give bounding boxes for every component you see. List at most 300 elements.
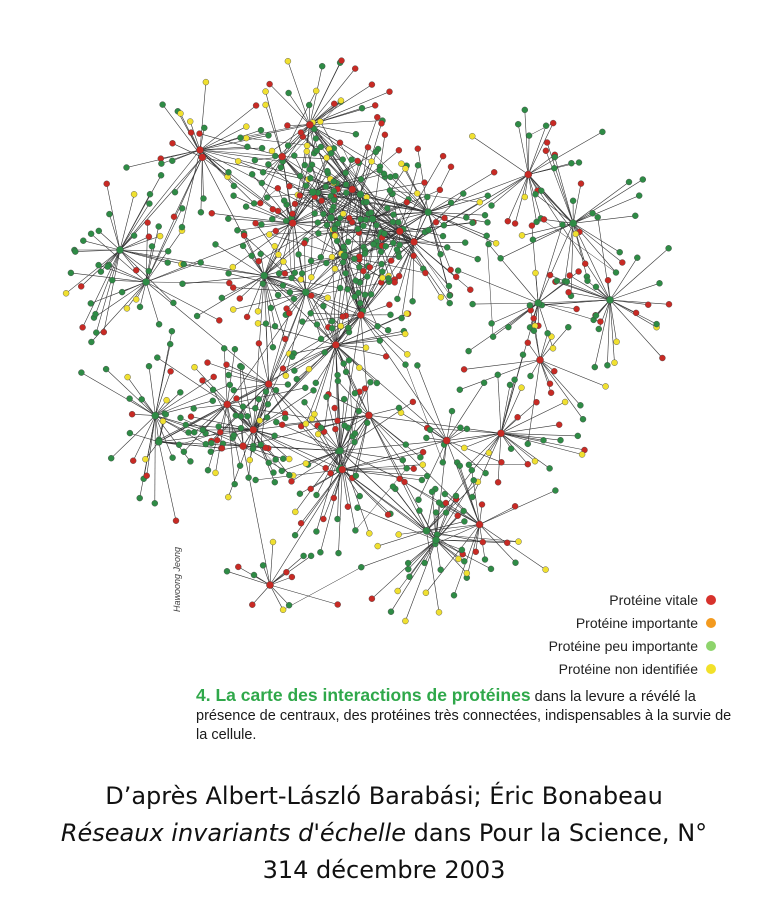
legend-dot-yellow	[706, 664, 716, 674]
protein-node	[493, 240, 499, 246]
protein-node	[530, 237, 536, 243]
protein-node	[296, 251, 302, 257]
protein-node	[481, 380, 487, 386]
protein-node	[283, 218, 289, 224]
protein-node	[155, 438, 162, 445]
network-edge	[540, 360, 551, 393]
protein-node	[144, 473, 150, 479]
network-edge	[336, 345, 386, 357]
protein-node	[308, 553, 314, 559]
protein-node	[411, 253, 417, 259]
network-edge	[588, 281, 611, 300]
protein-node	[400, 457, 406, 463]
protein-node	[312, 210, 318, 216]
legend-item-vital	[549, 588, 716, 611]
protein-node	[485, 193, 491, 199]
network-edge	[293, 223, 295, 273]
protein-node	[227, 382, 233, 388]
protein-node	[396, 147, 402, 153]
protein-node	[364, 274, 370, 280]
protein-node	[179, 224, 185, 230]
protein-node	[137, 495, 143, 501]
protein-node	[396, 405, 402, 411]
protein-node	[291, 296, 297, 302]
protein-node	[482, 212, 488, 218]
protein-node	[475, 256, 481, 262]
protein-node	[80, 324, 86, 330]
protein-node	[526, 133, 532, 139]
protein-node	[292, 509, 298, 515]
protein-node	[187, 458, 193, 464]
protein-node	[338, 98, 344, 104]
protein-node	[303, 461, 309, 467]
protein-node	[351, 256, 357, 262]
protein-node	[410, 399, 416, 405]
protein-node	[580, 416, 586, 422]
protein-node	[390, 219, 396, 225]
protein-node	[551, 368, 557, 374]
protein-node	[301, 553, 307, 559]
protein-node	[269, 216, 275, 222]
protein-node	[213, 470, 219, 476]
protein-node	[209, 210, 215, 216]
network-edge	[130, 433, 159, 442]
network-edge	[310, 69, 355, 125]
protein-node	[364, 199, 370, 205]
protein-node	[617, 249, 623, 255]
protein-node	[332, 226, 338, 232]
protein-node	[285, 58, 291, 64]
network-edge	[400, 231, 441, 297]
protein-node	[271, 470, 277, 476]
protein-node	[108, 455, 114, 461]
protein-node	[332, 426, 338, 432]
protein-node	[343, 182, 349, 188]
protein-node	[319, 63, 325, 69]
protein-node	[244, 314, 250, 320]
protein-node	[168, 368, 174, 374]
protein-node	[256, 258, 262, 264]
protein-node	[461, 508, 467, 514]
protein-node	[345, 504, 351, 510]
protein-node	[217, 429, 223, 435]
protein-node	[157, 233, 163, 239]
protein-node	[352, 66, 358, 72]
protein-node	[460, 191, 466, 197]
protein-node	[562, 399, 568, 405]
protein-node	[497, 430, 504, 437]
protein-node	[457, 387, 463, 393]
protein-node	[147, 191, 153, 197]
protein-node	[188, 414, 194, 420]
protein-node	[328, 150, 334, 156]
article-title: Réseaux invariants d'échelle	[60, 819, 406, 847]
source-issue: 314 décembre 2003	[262, 856, 506, 884]
protein-node	[429, 489, 435, 495]
protein-node	[410, 298, 416, 304]
protein-node	[332, 233, 338, 239]
protein-node	[343, 170, 349, 176]
protein-node	[367, 379, 373, 385]
protein-node	[345, 239, 351, 245]
protein-node	[178, 415, 184, 421]
protein-node	[419, 477, 425, 483]
protein-node	[416, 508, 422, 514]
protein-node	[554, 278, 560, 284]
protein-node	[529, 223, 535, 229]
network-edge	[528, 136, 529, 175]
protein-node	[186, 430, 192, 436]
network-edge	[528, 163, 571, 174]
protein-node	[513, 560, 519, 566]
protein-node	[253, 103, 259, 109]
protein-node	[382, 132, 388, 138]
protein-node	[396, 532, 402, 538]
protein-node	[438, 294, 444, 300]
protein-node	[317, 549, 323, 555]
protein-node	[404, 311, 410, 317]
protein-node	[345, 325, 351, 331]
protein-node	[167, 341, 173, 347]
protein-node	[461, 366, 467, 372]
protein-node	[315, 230, 321, 236]
protein-node	[411, 466, 417, 472]
network-edge	[469, 464, 528, 465]
protein-node	[453, 493, 459, 499]
protein-node	[377, 167, 383, 173]
protein-node	[355, 158, 361, 164]
protein-node	[283, 373, 289, 379]
protein-node	[270, 344, 276, 350]
protein-node	[315, 431, 321, 437]
protein-node	[164, 397, 170, 403]
protein-node	[266, 581, 273, 588]
network-edge	[200, 82, 206, 150]
protein-node	[250, 446, 256, 452]
protein-node	[415, 162, 421, 168]
protein-node	[243, 135, 249, 141]
network-edge	[202, 157, 203, 198]
legend-label: Protéine importante	[575, 614, 698, 631]
protein-node	[188, 130, 194, 136]
network-edge	[159, 442, 176, 521]
protein-node	[473, 549, 479, 555]
protein-node	[323, 260, 329, 266]
protein-node	[243, 204, 249, 210]
protein-node	[490, 334, 496, 340]
protein-node	[231, 193, 237, 199]
protein-node	[544, 140, 550, 146]
protein-node	[395, 588, 401, 594]
protein-node	[369, 215, 376, 222]
protein-node	[338, 323, 344, 329]
protein-node	[595, 214, 601, 220]
protein-node	[280, 259, 286, 265]
protein-node	[313, 88, 319, 94]
network-edge	[538, 282, 567, 303]
protein-node	[535, 299, 542, 306]
protein-node	[522, 107, 528, 113]
protein-node	[447, 300, 453, 306]
protein-node	[528, 373, 534, 379]
protein-node	[560, 222, 566, 228]
source-citation	[0, 778, 768, 889]
protein-node	[577, 402, 583, 408]
protein-node	[365, 412, 372, 419]
protein-node	[398, 161, 404, 167]
protein-node	[352, 294, 358, 300]
protein-node	[390, 240, 396, 246]
protein-node	[319, 198, 325, 204]
protein-node	[203, 79, 209, 85]
protein-node	[191, 429, 197, 435]
protein-node	[311, 411, 317, 417]
network-edge	[258, 323, 336, 345]
protein-node	[258, 222, 264, 228]
protein-node	[396, 228, 403, 235]
protein-node	[176, 442, 182, 448]
protein-node	[263, 89, 269, 95]
network-edge	[340, 315, 361, 451]
protein-node	[165, 260, 171, 266]
protein-node	[96, 228, 102, 234]
protein-node	[469, 494, 475, 500]
protein-node	[156, 224, 162, 230]
protein-node	[314, 492, 320, 498]
protein-node	[339, 466, 346, 473]
protein-node	[363, 345, 369, 351]
protein-node	[255, 320, 261, 326]
protein-node	[547, 381, 553, 387]
protein-node	[512, 377, 518, 383]
protein-node	[374, 222, 380, 228]
protein-node	[403, 166, 409, 172]
protein-node	[226, 372, 232, 378]
protein-node	[619, 260, 625, 266]
protein-node	[284, 123, 290, 129]
protein-node	[380, 275, 386, 281]
protein-node	[231, 432, 237, 438]
protein-node	[133, 296, 139, 302]
protein-node	[104, 181, 110, 187]
network-edge	[498, 433, 501, 482]
network-edge	[399, 531, 427, 535]
protein-node	[352, 430, 358, 436]
protein-node	[286, 90, 292, 96]
protein-node	[281, 198, 287, 204]
protein-node	[403, 442, 409, 448]
protein-node	[266, 460, 272, 466]
legend-item-unidentified	[549, 657, 716, 680]
protein-node	[88, 231, 94, 237]
protein-node	[244, 413, 250, 419]
protein-node	[200, 427, 206, 433]
protein-node	[488, 566, 494, 572]
protein-node	[306, 366, 312, 372]
network-edge	[227, 365, 269, 384]
protein-node	[225, 216, 231, 222]
protein-node	[172, 189, 178, 195]
protein-node	[357, 493, 363, 499]
protein-node	[308, 310, 314, 316]
network-edge	[270, 585, 338, 605]
network-edge	[91, 282, 146, 342]
protein-node	[547, 272, 553, 278]
protein-node	[68, 270, 74, 276]
protein-node	[247, 457, 253, 463]
protein-node	[146, 268, 152, 274]
protein-node	[516, 539, 522, 545]
protein-node	[352, 527, 358, 533]
protein-node	[341, 396, 347, 402]
protein-node	[320, 303, 326, 309]
protein-node	[279, 468, 285, 474]
protein-node	[486, 241, 492, 247]
protein-node	[666, 301, 672, 307]
protein-node	[177, 389, 183, 395]
protein-node	[93, 311, 99, 317]
protein-node	[289, 275, 295, 281]
protein-node	[498, 255, 504, 261]
protein-node	[368, 291, 374, 297]
protein-node	[143, 278, 150, 285]
network-edge	[528, 132, 602, 175]
protein-node	[106, 211, 112, 217]
protein-node	[297, 193, 303, 199]
protein-node	[383, 353, 389, 359]
network-edge	[195, 367, 254, 430]
protein-node	[278, 164, 284, 170]
protein-node	[489, 320, 495, 326]
network-edge	[264, 276, 336, 345]
protein-node	[634, 255, 640, 261]
protein-node	[253, 220, 259, 226]
protein-node	[470, 301, 476, 307]
legend-label: Protéine peu importante	[548, 637, 698, 654]
protein-node	[80, 238, 86, 244]
protein-node	[249, 602, 255, 608]
network-edge	[480, 506, 516, 524]
protein-node	[286, 310, 292, 316]
protein-node	[353, 278, 359, 284]
legend-dot-orange	[706, 618, 716, 628]
protein-node	[599, 129, 605, 135]
protein-node	[237, 296, 243, 302]
protein-node	[372, 102, 378, 108]
protein-node	[317, 119, 323, 125]
protein-node	[495, 372, 501, 378]
protein-node	[329, 254, 335, 260]
protein-node	[187, 119, 193, 125]
protein-node	[336, 550, 342, 556]
protein-node	[341, 361, 347, 367]
protein-node	[273, 457, 279, 463]
protein-node	[235, 564, 241, 570]
protein-node	[337, 447, 344, 454]
protein-node	[377, 338, 383, 344]
protein-node	[395, 219, 401, 225]
protein-node	[387, 187, 393, 193]
protein-node	[101, 329, 107, 335]
protein-node	[272, 243, 278, 249]
protein-node	[659, 355, 665, 361]
protein-node	[78, 283, 84, 289]
protein-node	[119, 289, 125, 295]
protein-node	[433, 219, 439, 225]
protein-node	[282, 415, 288, 421]
network-edge	[492, 175, 529, 206]
protein-node	[199, 154, 206, 161]
protein-node	[230, 264, 236, 270]
network-edge	[447, 433, 501, 440]
protein-node	[441, 222, 447, 228]
protein-node	[527, 302, 533, 308]
network-edge	[270, 556, 311, 585]
protein-node	[322, 349, 328, 355]
legend-item-minor	[549, 634, 716, 657]
protein-node	[205, 360, 211, 366]
protein-node	[369, 596, 375, 602]
protein-node	[232, 481, 238, 487]
protein-node	[357, 191, 364, 198]
protein-node	[249, 253, 255, 259]
network-edge	[464, 360, 540, 369]
protein-node	[451, 592, 457, 598]
protein-node	[158, 161, 164, 167]
protein-node	[96, 262, 102, 268]
source-publication	[0, 815, 768, 852]
protein-node	[335, 221, 341, 227]
protein-node	[420, 462, 426, 468]
protein-node	[403, 362, 409, 368]
network-edge	[428, 175, 528, 213]
legend-item-important	[549, 611, 716, 634]
protein-node	[423, 527, 430, 534]
protein-node	[370, 241, 376, 247]
protein-node	[232, 346, 238, 352]
protein-node	[306, 102, 312, 108]
network-edge	[501, 303, 538, 433]
network-edge	[472, 136, 528, 174]
protein-node	[416, 497, 422, 503]
protein-node	[404, 199, 410, 205]
protein-node	[216, 424, 222, 430]
network-edge	[436, 540, 462, 550]
protein-node	[259, 180, 265, 186]
network-edge	[369, 415, 427, 531]
protein-node	[342, 423, 348, 429]
protein-node	[525, 441, 531, 447]
network-edge	[253, 292, 305, 430]
protein-node	[129, 411, 135, 417]
protein-node	[552, 154, 558, 160]
protein-node	[142, 456, 148, 462]
protein-node	[597, 319, 603, 325]
protein-node	[200, 378, 206, 384]
protein-node	[198, 260, 204, 266]
protein-node	[219, 445, 225, 451]
protein-node	[349, 186, 356, 193]
protein-node	[63, 290, 69, 296]
protein-node	[127, 430, 133, 436]
protein-node	[515, 121, 521, 127]
protein-node	[335, 516, 341, 522]
protein-node	[235, 158, 241, 164]
protein-node	[508, 446, 514, 452]
protein-node	[331, 188, 337, 194]
protein-node	[358, 564, 364, 570]
protein-node	[525, 340, 531, 346]
